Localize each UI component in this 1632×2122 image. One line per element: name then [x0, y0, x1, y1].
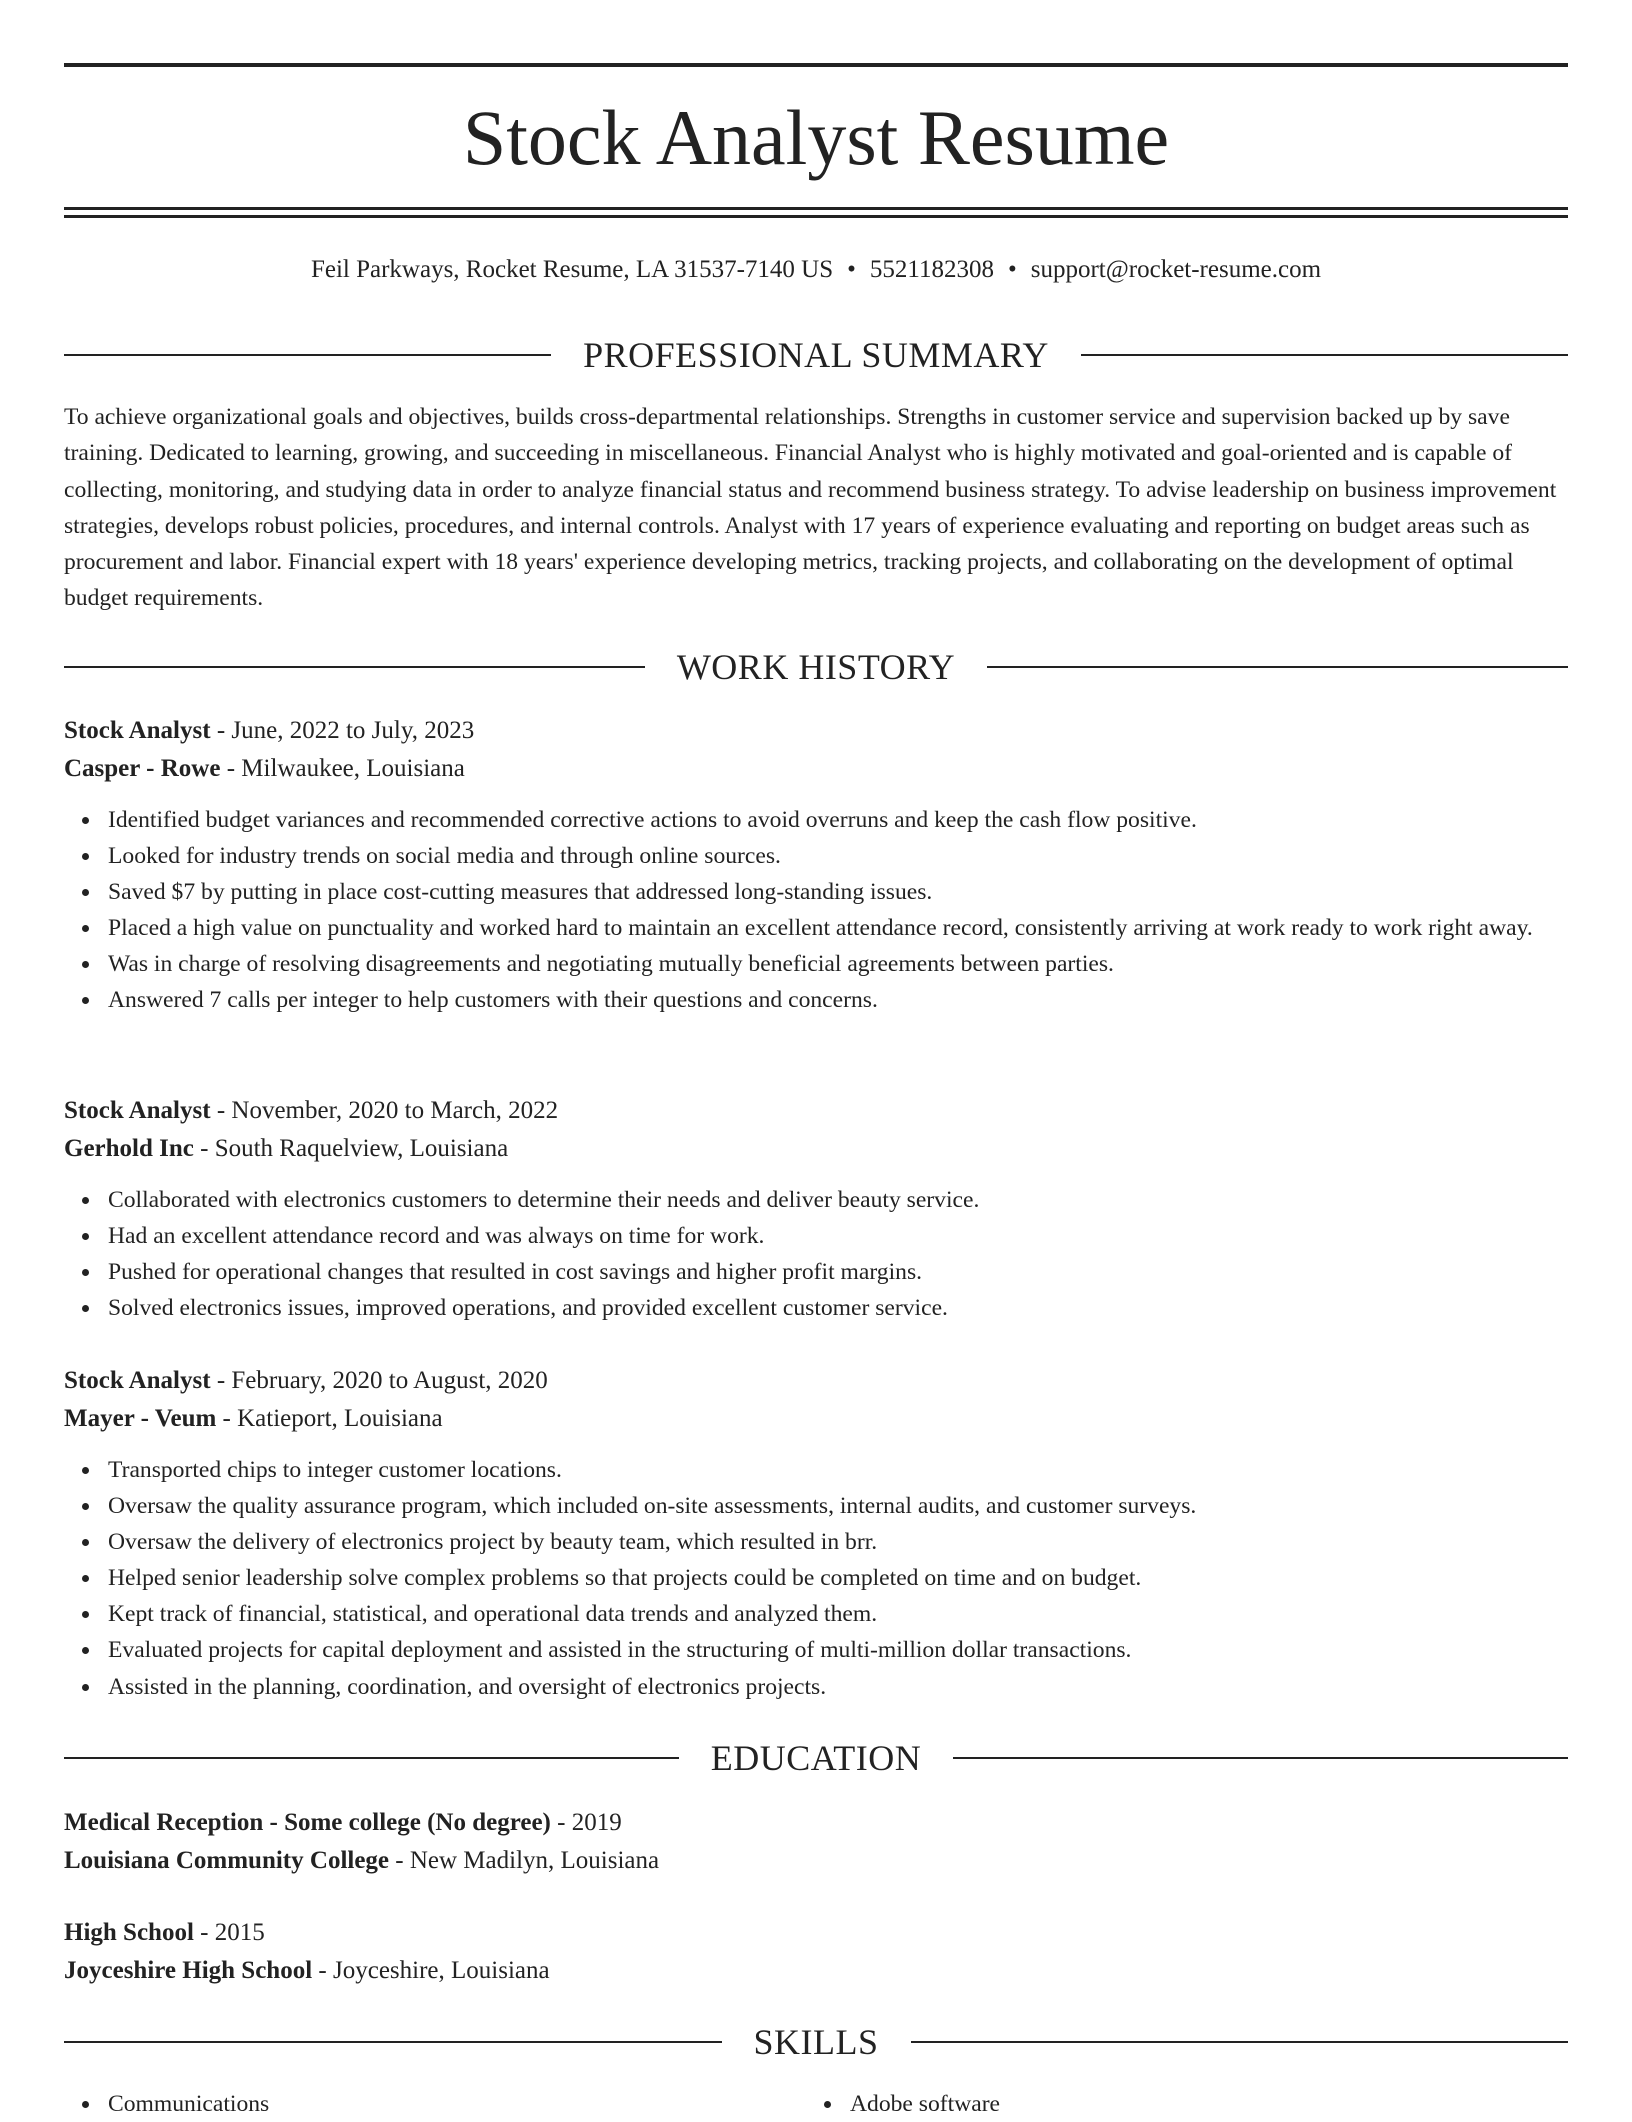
- education-degree: Medical Reception - Some college (No degree): [64, 1809, 551, 1836]
- contact-email: support@rocket-resume.com: [1030, 256, 1322, 283]
- section-heading-work-history: [64, 645, 1568, 689]
- contact-address: Feil Parkways, Rocket Resume, LA 31537-7140 US: [310, 256, 834, 283]
- contact-separator: •: [847, 256, 856, 283]
- title-rule-lower: [64, 215, 1568, 218]
- job-title: Stock Analyst: [64, 1367, 211, 1394]
- bullet-item: Solved electronics issues, improved operations, and provided excellent customer service.: [108, 1290, 1568, 1326]
- job-title: Stock Analyst: [64, 717, 211, 744]
- bullet-item: Answered 7 calls per integer to help customers with their questions and concerns.: [108, 982, 1568, 1018]
- contact-phone: 5521182308: [869, 256, 994, 283]
- job-bullets: [64, 1452, 1568, 1705]
- bullet-item: Helped senior leadership solve complex problems so that projects could be completed on time and on budget.: [108, 1560, 1568, 1596]
- skill-item: Communications: [108, 2086, 806, 2122]
- education-degree: High School: [64, 1919, 194, 1946]
- contact-line: [64, 252, 1568, 288]
- education-school-line: [64, 1952, 1568, 1990]
- section-title: WORK HISTORY: [676, 647, 956, 687]
- heading-rule: [64, 2041, 722, 2043]
- bullet-item: Kept track of financial, statistical, and operational data trends and analyzed them.: [108, 1596, 1568, 1632]
- job-location: - South Raquelview, Louisiana: [193, 1135, 509, 1162]
- heading-rule: [987, 666, 1568, 668]
- bullet-item: Was in charge of resolving disagreements and negotiating mutually beneficial agreements between parties.: [108, 946, 1568, 982]
- section-title: EDUCATION: [710, 1738, 922, 1778]
- education-school: Louisiana Community College: [64, 1847, 390, 1874]
- education-degree-line: [64, 1804, 1568, 1842]
- education-year: - 2015: [193, 1919, 265, 1946]
- education-entry: [64, 1914, 1568, 1990]
- job-entry: [64, 712, 1568, 1019]
- job-location: - Milwaukee, Louisiana: [220, 755, 465, 782]
- job-bullets: [64, 1182, 1568, 1326]
- education-year: - 2019: [550, 1809, 622, 1836]
- education-entry: [64, 1804, 1568, 1880]
- job-company-line: [64, 1400, 1568, 1438]
- summary-paragraph: To achieve organizational goals and objectives, builds cross-departmental relationships. Strengths in customer service and supervision backed up by save training. Dedicated to learning, growing, and succeeding in miscellaneous. Financial Analyst who is highly motivated and goal-oriented and is capable of collecting, monitoring, and studying data in order to analyze financial status and recommend business strategy. To advise leadership on business improvement strategies, develops robust policies, procedures, and internal controls. Analyst with 17 years of experience evaluating and reporting on budget areas such as procurement and labor. Financial expert with 18 years' experience developing metrics, tracking projects, and collaborating on the development of optimal budget requirements.: [64, 404, 1557, 612]
- bullet-item: Evaluated projects for capital deployment and assisted in the structuring of multi-million dollar transactions.: [108, 1632, 1568, 1668]
- heading-rule: [953, 1757, 1568, 1759]
- education-school: Joyceshire High School: [64, 1957, 313, 1984]
- bullet-item: Oversaw the delivery of electronics project by beauty team, which resulted in brr.: [108, 1524, 1568, 1560]
- bullet-item: Saved $7 by putting in place cost-cutting measures that addressed long-standing issues.: [108, 874, 1568, 910]
- job-company: Mayer - Veum: [64, 1405, 217, 1432]
- bullet-item: Oversaw the quality assurance program, which included on-site assessments, internal audits, and customer surveys.: [108, 1488, 1568, 1524]
- contact-separator: •: [1007, 256, 1017, 283]
- job-entry: [64, 1362, 1568, 1705]
- section-title: PROFESSIONAL SUMMARY: [583, 335, 1049, 375]
- bullet-item: Placed a high value on punctuality and worked hard to maintain an excellent attendance record, consistently arriving at work ready to work right away.: [108, 910, 1568, 946]
- heading-rule: [1081, 354, 1568, 356]
- skill-item: Adobe software: [850, 2086, 1548, 2122]
- education-location: - Joyceshire, Louisiana: [312, 1957, 550, 1984]
- bullet-item: Assisted in the planning, coordination, and oversight of electronics projects.: [108, 1669, 1568, 1705]
- bullet-item: Had an excellent attendance record and was always on time for work.: [108, 1218, 1568, 1254]
- section-title: SKILLS: [753, 2022, 879, 2062]
- section-heading-summary: [64, 333, 1568, 377]
- education-location: - New Madilyn, Louisiana: [389, 1847, 660, 1874]
- job-dates: - February, 2020 to August, 2020: [210, 1367, 548, 1394]
- education-degree-line: [64, 1914, 1568, 1952]
- job-title-line: [64, 712, 1568, 750]
- job-company-line: [64, 1130, 1568, 1168]
- job-dates: - June, 2022 to July, 2023: [210, 717, 475, 744]
- job-dates: - November, 2020 to March, 2022: [210, 1097, 559, 1124]
- job-bullets: [64, 802, 1568, 1019]
- job-company: Gerhold Inc: [64, 1135, 194, 1162]
- education-school-line: [64, 1842, 1568, 1880]
- section-heading-education: [64, 1736, 1568, 1780]
- job-title: Stock Analyst: [64, 1097, 211, 1124]
- section-heading-skills: [64, 2020, 1568, 2064]
- job-company: Casper - Rowe: [64, 755, 221, 782]
- top-rule: [64, 63, 1568, 67]
- resume-title: Stock Analyst Resume: [462, 94, 1170, 181]
- heading-rule: [64, 1757, 679, 1759]
- job-title-line: [64, 1092, 1568, 1130]
- job-location: - Katieport, Louisiana: [216, 1405, 443, 1432]
- bullet-item: Collaborated with electronics customers to determine their needs and deliver beauty service.: [108, 1182, 1568, 1218]
- bullet-item: Transported chips to integer customer locations.: [108, 1452, 1568, 1488]
- job-title-line: [64, 1362, 1568, 1400]
- title-rule-upper: [64, 207, 1568, 210]
- skills-column-right: [806, 2086, 1548, 2122]
- skills-list: [64, 2086, 1568, 2122]
- bullet-item: Looked for industry trends on social media and through online sources.: [108, 838, 1568, 874]
- bullet-item: Identified budget variances and recommended corrective actions to avoid overruns and keep the cash flow positive.: [108, 802, 1568, 838]
- skills-column-left: [64, 2086, 806, 2122]
- heading-rule: [64, 354, 551, 356]
- heading-rule: [911, 2041, 1569, 2043]
- heading-rule: [64, 666, 645, 668]
- bullet-item: Pushed for operational changes that resulted in cost savings and higher profit margins.: [108, 1254, 1568, 1290]
- job-company-line: [64, 750, 1568, 788]
- job-entry: [64, 1092, 1568, 1326]
